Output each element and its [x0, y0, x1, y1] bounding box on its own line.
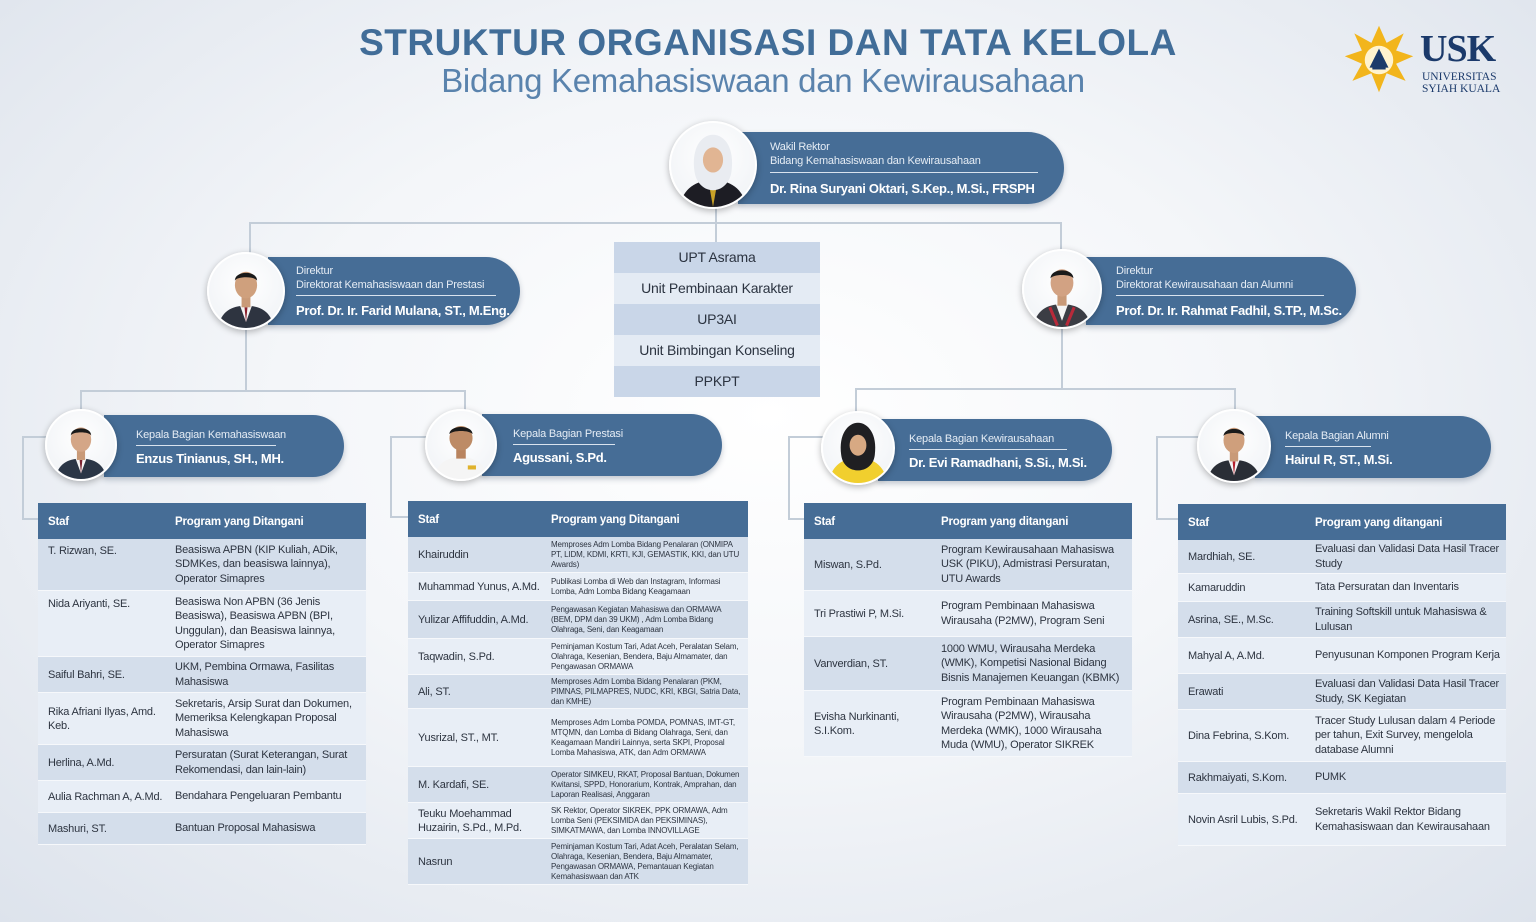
header-program: Program yang ditangani [1315, 517, 1443, 529]
wakil-rektor-name: Dr. Rina Suryani Oktari, S.Kep., M.Si., FRSPH [770, 181, 1035, 196]
staf-name: Kamaruddin [1188, 581, 1246, 594]
table-row [38, 781, 366, 813]
kepala-kewirausahaan-photo [821, 411, 895, 485]
staf-name: Aulia Rachman A, A.Md. [48, 790, 163, 803]
usk-emblem-icon [1340, 22, 1418, 98]
table-header [38, 503, 366, 539]
connector-line [855, 388, 857, 412]
program-text: Beasiswa APBN (KIP Kuliah, ADik, SDMKes, dan beasiswa lainnya), Operator Simapres [175, 543, 338, 585]
page-subtitle: Bidang Kemahasiswaan dan Kewirausahaan [441, 62, 1085, 99]
woman-hijab-portrait-icon [671, 123, 755, 207]
connector-line [249, 222, 251, 256]
table-row [1178, 762, 1506, 794]
table-row [408, 537, 748, 573]
upt-unit-item: PPKPT [614, 366, 820, 397]
header-staf: Staf [1188, 517, 1209, 529]
direktur-kewirausahaan-card [1086, 257, 1356, 325]
program-text: Program Kewirausahaan Mahasiswa USK (PIKU), Admistrasi Persuratan, UTU Awards [941, 543, 1114, 585]
program-text: Publikasi Lomba di Web dan Instagram, Informasi Lomba, Adm Lomba Bidang Keagamaan [551, 576, 721, 596]
upt-unit-item: UPT Asrama [614, 242, 820, 273]
program-text: Memproses Adm Lomba Bidang Penalaran (PKM, PIMNAS, PILMAPRES, NUDC, KRI, KBGI, Satria Data, dan KMHE) [551, 676, 741, 706]
program-text: Memproses Adm Lomba Bidang Penalaran (ONMIPA PT, LIDM, KDMI, KRTI, KJI, GEMASTIK, KKI, dan UTU Awards) [551, 539, 740, 569]
program-text: Training Softskill untuk Mahasiswa & Lulusan [1315, 606, 1487, 633]
program-text: Persuratan (Surat Keterangan, Surat Rekomendasi, dan lain-lain) [175, 749, 348, 776]
direktur-role-detail: Direktorat Kewirausahaan dan Alumni [1116, 279, 1294, 291]
table-row [1178, 638, 1506, 674]
connector-line [788, 436, 790, 520]
kepala-name: Dr. Evi Ramadhani, S.Si., M.Si. [909, 455, 1087, 470]
direktur-kewirausahaan-photo [1022, 249, 1102, 329]
kepala-prestasi-photo [425, 409, 497, 481]
table-row [408, 573, 748, 601]
table-row [408, 639, 748, 675]
staf-name: Yusrizal, ST., MT. [418, 731, 499, 744]
table-row [1178, 540, 1506, 574]
connector-line [390, 436, 430, 438]
upt-units-box [614, 242, 820, 396]
connector-line [1156, 518, 1178, 520]
table-row [38, 693, 366, 745]
table-row [38, 745, 366, 781]
staf-name: Ali, ST. [418, 685, 451, 698]
man-white-shirt-portrait-icon [427, 411, 495, 479]
table-row [408, 675, 748, 709]
program-text: Beasiswa Non APBN (36 Jenis Beasiswa), Beasiswa APBN (BPI, Unggulan), dan Beasiswa lainnya, Operator Simapres [175, 595, 335, 651]
kepala-prestasi-card [482, 414, 722, 476]
connector-line [715, 205, 717, 243]
staf-name: Erawati [1188, 685, 1224, 698]
program-text: Tracer Study Lulusan dalam 4 Periode per tahun, Exit Survey, mengelola database Alumni [1315, 714, 1496, 756]
divider [136, 445, 276, 446]
man-suit-portrait-icon [47, 411, 115, 479]
divider [770, 172, 1038, 173]
staf-name: Rakhmaiyati, S.Kom. [1188, 771, 1287, 784]
direktur-role-detail: Direktorat Kemahasiswaan dan Prestasi [296, 279, 485, 291]
kepala-role: Kepala Bagian Prestasi [513, 428, 623, 440]
program-text: Pengawasan Kegiatan Mahasiswa dan ORMAWA (BEM, DPM dan 39 UKM) , Adm Lomba Bidang Olahraga, Seni, dan Keagamaan [551, 604, 721, 634]
connector-line [1156, 436, 1200, 438]
staf-name: Mardhiah, SE. [1188, 550, 1256, 563]
table-row [38, 813, 366, 845]
kepala-kemahasiswaan-card [104, 415, 344, 477]
table-row [1178, 794, 1506, 846]
woman-hijab-portrait-icon [823, 413, 893, 483]
wakil-rektor-photo [669, 121, 757, 209]
table-row [804, 691, 1132, 757]
program-text: SK Rektor, Operator SIKREK, PPK ORMAWA, Adm Lomba Seni (PEKSIMIDA dan PEKSIMINAS), SIMKATMAWA, dan Lomba INNOVILLAGE [551, 805, 728, 835]
wakil-rektor-card [738, 132, 1064, 204]
program-text: UKM, Pembina Ormawa, Fasilitas Mahasiswa [175, 661, 335, 688]
table-row [408, 709, 748, 767]
upt-unit-item: Unit Bimbingan Konseling [614, 335, 820, 366]
man-suit-portrait-icon [1199, 411, 1269, 481]
staf-name: Miswan, S.Pd. [814, 558, 882, 571]
staf-name: T. Rizwan, SE. [48, 545, 117, 557]
logo-abbr: USK [1420, 28, 1496, 70]
man-suit-portrait-icon [209, 254, 283, 328]
connector-line [855, 388, 1236, 390]
divider [296, 295, 496, 296]
staf-name: Dina Febrina, S.Kom. [1188, 729, 1290, 742]
connector-line [22, 518, 38, 520]
table-row [804, 591, 1132, 637]
direktur-kemahasiswaan-card [268, 257, 520, 325]
staff-table-prestasi [408, 501, 748, 885]
connector-line [250, 222, 1062, 224]
table-header [804, 503, 1132, 539]
staf-name: Yulizar Affifuddin, A.Md. [418, 613, 529, 626]
wakil-rektor-role-detail: Bidang Kemahasiswaan dan Kewirausahaan [770, 155, 981, 167]
connector-line [22, 436, 24, 520]
table-row [1178, 602, 1506, 638]
table-row [804, 539, 1132, 591]
program-text: Memproses Adm Lomba POMDA, POMNAS, IMT-GT, MTQMN, dan Lomba di Bidang Olahraga, Seni, dan Keagamaan Mandiri Lainnya, serta SKPI, Proposal Lomba Mahasiswa, ATK, dan Adm ORMAWA [551, 717, 735, 757]
wakil-rektor-role: Wakil Rektor [770, 141, 830, 153]
connector-line [788, 518, 804, 520]
connector-line [390, 516, 408, 518]
direktur-role: Direktur [296, 265, 333, 277]
kepala-alumni-photo [1197, 409, 1271, 483]
table-row [38, 539, 366, 591]
program-text: Bendahara Pengeluaran Pembantu [175, 790, 342, 803]
program-text: Sekretaris, Arsip Surat dan Dokumen, Memeriksa Kelengkapan Proposal Mahasiswa [175, 697, 352, 739]
program-text: 1000 WMU, Wirausaha Merdeka (WMK), Kompetisi Nasional Bidang Bisnis Manajemen Keuangan (KBMK) [941, 642, 1120, 684]
table-row [38, 657, 366, 693]
upt-unit-item: Unit Pembinaan Karakter [614, 273, 820, 304]
divider [909, 449, 1067, 450]
table-row [1178, 674, 1506, 710]
header-staf: Staf [48, 516, 69, 528]
kepala-kewirausahaan-card [878, 419, 1112, 481]
upt-unit-item: UP3AI [614, 304, 820, 335]
man-suit-portrait-icon [1024, 251, 1100, 327]
staf-name: Nasrun [418, 855, 453, 868]
table-row [1178, 710, 1506, 762]
table-row [1178, 574, 1506, 602]
table-row [408, 601, 748, 639]
divider [1116, 295, 1324, 296]
header-program: Program yang Ditangani [551, 514, 680, 526]
page-title: STRUKTUR ORGANISASI DAN TATA KELOLA [359, 22, 1177, 63]
program-text: Peminjaman Kostum Tari, Adat Aceh, Peralatan Selam, Olahraga, Kesenian, Bendera, Baju Almamater, dan Pengawasan ORMAWA [551, 641, 739, 671]
staf-name: Evisha Nurkinanti, S.I.Kom. [814, 710, 900, 737]
header-staf: Staf [814, 516, 835, 528]
table-header [408, 501, 748, 537]
connector-line [1061, 326, 1063, 390]
program-text: Peminjaman Kostum Tari, Adat Aceh, Peralatan Selam, Olahraga, Kesenian, Bendera, Baju Almamater, Pengawasan ORMAWA, Pemantauan Kegiatan Kemahasiswaan dan ATK [551, 841, 739, 881]
staf-name: Saiful Bahri, SE. [48, 668, 125, 681]
header-program: Program yang Ditangani [175, 516, 304, 528]
staf-name: Rika Afriani Ilyas, Amd. Keb. [48, 705, 156, 732]
divider [513, 444, 615, 445]
table-row [804, 637, 1132, 691]
program-text: Tata Persuratan dan Inventaris [1315, 581, 1459, 594]
usk-logo [1340, 22, 1520, 102]
connector-line [1156, 436, 1158, 520]
kepala-role: Kepala Bagian Kemahasiswaan [136, 429, 286, 441]
table-header [1178, 504, 1506, 540]
table-row [408, 803, 748, 839]
staf-name: Taqwadin, S.Pd. [418, 650, 495, 663]
program-text: Evaluasi dan Validasi Data Hasil Tracer Study [1315, 543, 1499, 570]
kepala-kemahasiswaan-photo [45, 409, 117, 481]
kepala-alumni-card [1255, 416, 1491, 478]
connector-line [80, 390, 466, 392]
logo-line2: SYIAH KUALA [1422, 83, 1501, 95]
divider [1285, 446, 1371, 447]
staf-name: Vanverdian, ST. [814, 657, 888, 670]
staf-name: M. Kardafi, SE. [418, 778, 489, 791]
program-text: Program Pembinaan Mahasiswa Wirausaha (P2MW), Wirausaha Merdeka (WMK), 1000 Wirausaha Muda (WMU), Operator SIKREK [941, 695, 1102, 751]
staf-name: Teuku Moehammad Huzairin, S.Pd., M.Pd. [418, 807, 522, 834]
program-text: Penyusunan Komponen Program Kerja [1315, 649, 1500, 662]
staf-name: Herlina, A.Md. [48, 756, 115, 769]
kepala-name: Agussani, S.Pd. [513, 450, 607, 465]
logo-line1: UNIVERSITAS [1422, 71, 1497, 83]
staf-name: Tri Prastiwi P, M.Si. [814, 607, 904, 620]
staff-table-alumni [1178, 504, 1506, 846]
kepala-role: Kepala Bagian Kewirausahaan [909, 433, 1055, 445]
table-row [408, 839, 748, 885]
staf-name: Mashuri, ST. [48, 822, 107, 835]
staff-table-kewirausahaan [804, 503, 1132, 757]
header-program: Program yang ditangani [941, 516, 1069, 528]
table-row [408, 767, 748, 803]
kepala-name: Enzus Tinianus, SH., MH. [136, 451, 284, 466]
staff-table-kemahasiswaan [38, 503, 366, 845]
staf-name: Nida Ariyanti, SE. [48, 598, 130, 610]
staf-name: Asrina, SE., M.Sc. [1188, 613, 1274, 626]
table-row [38, 591, 366, 657]
program-text: Sekretaris Wakil Rektor Bidang Kemahasiswaan dan Kewirausahaan [1315, 806, 1490, 833]
program-text: Program Pembinaan Mahasiswa Wirausaha (P2MW), Program Seni [941, 600, 1105, 627]
kepala-name: Hairul R, ST., M.Si. [1285, 452, 1393, 467]
kepala-role: Kepala Bagian Alumni [1285, 430, 1389, 442]
program-text: PUMK [1315, 771, 1346, 784]
staf-name: Mahyal A, A.Md. [1188, 649, 1265, 662]
staf-name: Muhammad Yunus, A.Md. [418, 580, 540, 593]
staf-name: Novin Asril Lubis, S.Pd. [1188, 813, 1298, 826]
connector-line [245, 330, 247, 392]
direktur-kemahasiswaan-photo [207, 252, 285, 330]
staf-name: Khairuddin [418, 548, 469, 561]
program-text: Evaluasi dan Validasi Data Hasil Tracer Study, SK Kegiatan [1315, 678, 1499, 705]
connector-line [464, 390, 466, 410]
direktur-name: Prof. Dr. Ir. Farid Mulana, ST., M.Eng. [296, 303, 510, 318]
program-text: Operator SIMKEU, RKAT, Proposal Bantuan, Dokumen Kwitansi, SPPD, Honorarium, Kontrak, Amprahan, dan Laporan Realisasi, Anggaran [551, 769, 740, 799]
program-text: Bantuan Proposal Mahasiswa [175, 822, 316, 835]
connector-line [390, 436, 392, 518]
direktur-role: Direktur [1116, 265, 1153, 277]
direktur-name: Prof. Dr. Ir. Rahmat Fadhil, S.TP., M.Sc. [1116, 303, 1342, 318]
header-staf: Staf [418, 514, 439, 526]
